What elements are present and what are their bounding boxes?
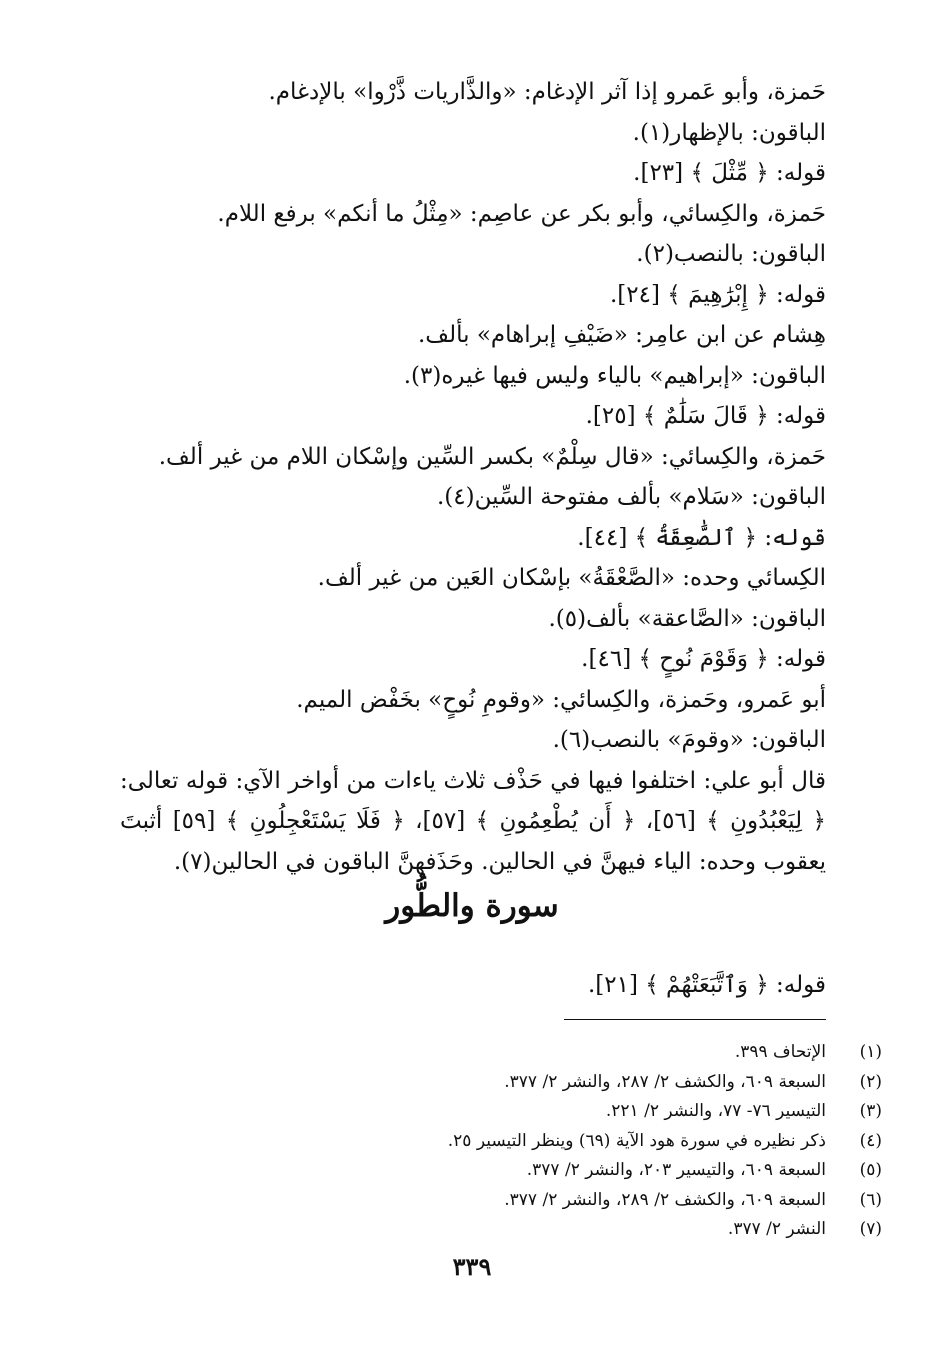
text-line: حَمزة، والكِسائي، وأبو بكر عن عاصِم: «مِثْلُ ما أنكم» برفع اللام.	[217, 200, 826, 227]
footnote	[120, 1068, 882, 1098]
footnote-number: (٥)	[859, 1160, 882, 1180]
footnote-text: السبعة ٦٠٩، والتيسير ٢٠٣، والنشر ٢/ ٣٧٧.	[526, 1160, 826, 1180]
text-line: قوله: ﴿ قَالَ سَلَٰمٌ ﴾ [٢٥].	[585, 403, 826, 429]
text-line: الباقون: بالنصب(٢).	[636, 241, 826, 267]
footnote-text: النشر ٢/ ٣٧٧.	[727, 1219, 826, 1239]
footnote-text: التيسير ٧٦- ٧٧، والنشر ٢/ ٢٢١.	[605, 1101, 826, 1121]
text-line: قوله: ﴿ ٱلصَّٰعِقَةُ ﴾ [٤٤].	[577, 524, 826, 551]
text-line: هِشام عن ابن عامِر: «ضَيْفِ إبراهام» بألف.	[418, 322, 826, 348]
footnote	[120, 1038, 882, 1068]
footnote-text: السبعة ٦٠٩، والكشف ٢/ ٢٨٩، والنشر ٢/ ٣٧٧.	[504, 1189, 826, 1210]
footnote-text: ذكر نظيره في سورة هود الآية (٦٩) وينظر التيسير ٢٥.	[447, 1130, 826, 1151]
page-number: ٣٣٩	[452, 1252, 492, 1281]
footnote-divider	[564, 1019, 826, 1020]
text-line: الباقون: «الصَّاعقة» بألف(٥).	[548, 605, 826, 632]
footnote-number: (٦)	[859, 1189, 882, 1210]
text-line: الباقون: بالإظهار(١).	[632, 119, 826, 146]
surah-heading: سورة والطُّور	[385, 888, 559, 924]
footnote	[120, 1156, 882, 1186]
text-line: قوله: ﴿ وَقَوْمَ نُوحٍ ﴾ [٤٦].	[581, 646, 826, 672]
footnotes	[120, 1038, 882, 1245]
footnote	[120, 1097, 882, 1127]
footnote	[120, 1215, 882, 1245]
text-line: قوله: ﴿ إِبْرَٰهِيمَ ﴾ [٢٤].	[609, 281, 826, 308]
text-line: حَمزة، والكِسائي: «قال سِلْمٌ» بكسر السِّين وإسْكان اللام من غير ألف.	[158, 443, 826, 470]
text-line: الباقون: «إبراهيم» بالياء وليس فيها غيره(٣).	[403, 362, 826, 389]
footnote-number: (٣)	[859, 1101, 882, 1121]
text-line: أبو عَمرو، وحَمزة، والكِسائي: «وقومِ نُوحٍ» بخَفْض الميم.	[296, 686, 826, 713]
footnote-text: الإتحاف ٣٩٩.	[734, 1042, 826, 1062]
text-line: الباقون: «وقومَ» بالنصب(٦).	[552, 727, 826, 753]
text-line: الباقون: «سَلام» بألف مفتوحة السِّين(٤).	[436, 484, 826, 510]
footnote	[120, 1186, 882, 1216]
footnote-number: (١)	[859, 1042, 882, 1062]
footnote-number: (٢)	[859, 1071, 882, 1092]
footnote-number: (٤)	[859, 1130, 882, 1151]
footnote	[120, 1127, 882, 1157]
text-line: حَمزة، وأبو عَمرو إذا آثر الإدغام: «والذَّاريات ذَّرْوا» بالإدغام.	[268, 79, 826, 105]
text-line: الكِسائي وحده: «الصَّعْقَةُ» بإسْكان العَين من غير ألف.	[317, 565, 826, 591]
final-paragraph: قال أبو علي: اختلفوا فيها في حَذْف ثلاث ياءات من أواخر الآي: قوله تعالى: ﴿ لِيَعْبُدُونِ ﴾ [٥٦]، ﴿ أَن يُطْعِمُونِ ﴾ [٥٧]، ﴿ فَلَا يَسْتَعْجِلُونِ ﴾ [٥٩] أثبتَ يعقوب وحده: الياء فيهنَّ في الحالين. وحَذَفهنَّ الباقون في الحالين(٧).	[120, 767, 826, 875]
text-line: قوله: ﴿ مِّثْلَ ﴾ [٢٣].	[633, 160, 826, 186]
footnote-number: (٧)	[859, 1219, 882, 1239]
footnote-text: السبعة ٦٠٩، والكشف ٢/ ٢٨٧، والنشر ٢/ ٣٧٧.	[504, 1071, 826, 1092]
text-line: قوله: ﴿ وَٱتَّبَعَتْهُمْ ﴾ [٢١].	[587, 972, 826, 998]
main-text	[120, 72, 826, 882]
